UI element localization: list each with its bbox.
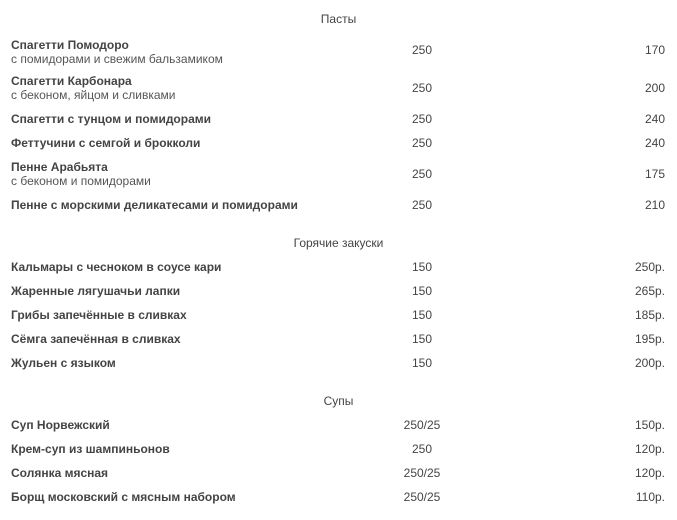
item-weight: 150: [411, 284, 433, 298]
item-price: 250р.: [634, 260, 665, 274]
item-price: 240: [644, 136, 665, 150]
item-name: Спагетти Помодоро: [11, 38, 129, 52]
section-title-soups: Супы: [323, 394, 354, 408]
item-name: Пенне Арабьята: [11, 160, 108, 174]
item-name: Феттучини с семгой и брокколи: [11, 136, 201, 150]
section-title-hot-appetizers: Горячие закуски: [293, 236, 384, 250]
item-weight: 250: [411, 198, 433, 212]
item-name: Крем-суп из шампиньонов: [11, 442, 170, 456]
item-weight: 250: [411, 43, 433, 57]
item-price: 175: [644, 167, 665, 181]
item-price: 195р.: [634, 332, 665, 346]
item-weight: 250/25: [403, 418, 441, 432]
item-weight: 250: [411, 442, 433, 456]
item-weight: 250: [411, 167, 433, 181]
item-description: с беконом и помидорами: [11, 174, 151, 188]
item-weight: 150: [411, 308, 433, 322]
item-price: 120р.: [634, 466, 665, 480]
item-weight: 150: [411, 260, 433, 274]
item-weight: 150: [411, 332, 433, 346]
item-name: Сёмга запечённая в сливках: [11, 332, 181, 346]
item-price: 110р.: [635, 490, 665, 504]
item-name: Пенне с морскими деликатесами и помидорами: [11, 198, 298, 212]
item-price: 200р.: [634, 356, 665, 370]
item-price: 210: [644, 198, 665, 212]
item-weight: 250: [411, 81, 433, 95]
item-price: 150р.: [634, 418, 665, 432]
item-name: Грибы запечённые в сливках: [11, 308, 187, 322]
item-price: 120р.: [634, 442, 665, 456]
item-description: с беконом, яйцом и сливками: [11, 88, 176, 102]
item-weight: 250/25: [403, 466, 441, 480]
item-price: 240: [644, 112, 665, 126]
item-price: 170: [644, 43, 665, 57]
item-description: с помидорами и свежим бальзамиком: [11, 52, 223, 66]
item-price: 200: [644, 81, 665, 95]
item-name: Кальмары с чесноком в соусе кари: [11, 260, 222, 274]
item-name: Спагетти с тунцом и помидорами: [11, 112, 212, 126]
item-name: Спагетти Карбонара: [11, 74, 132, 88]
item-price: 265р.: [634, 284, 665, 298]
item-name: Солянка мясная: [11, 466, 109, 480]
item-name: Жульен с языком: [11, 356, 116, 370]
item-weight: 250: [411, 112, 433, 126]
item-price: 185р.: [634, 308, 665, 322]
item-weight: 250/25: [403, 490, 441, 504]
section-title-pasta: Пасты: [320, 12, 357, 26]
item-weight: 250: [411, 136, 433, 150]
item-name: Жаренные лягушачьи лапки: [11, 284, 181, 298]
item-name: Суп Норвежский: [11, 418, 110, 432]
item-name: Борщ московский с мясным набором: [11, 490, 236, 504]
item-weight: 150: [411, 356, 433, 370]
